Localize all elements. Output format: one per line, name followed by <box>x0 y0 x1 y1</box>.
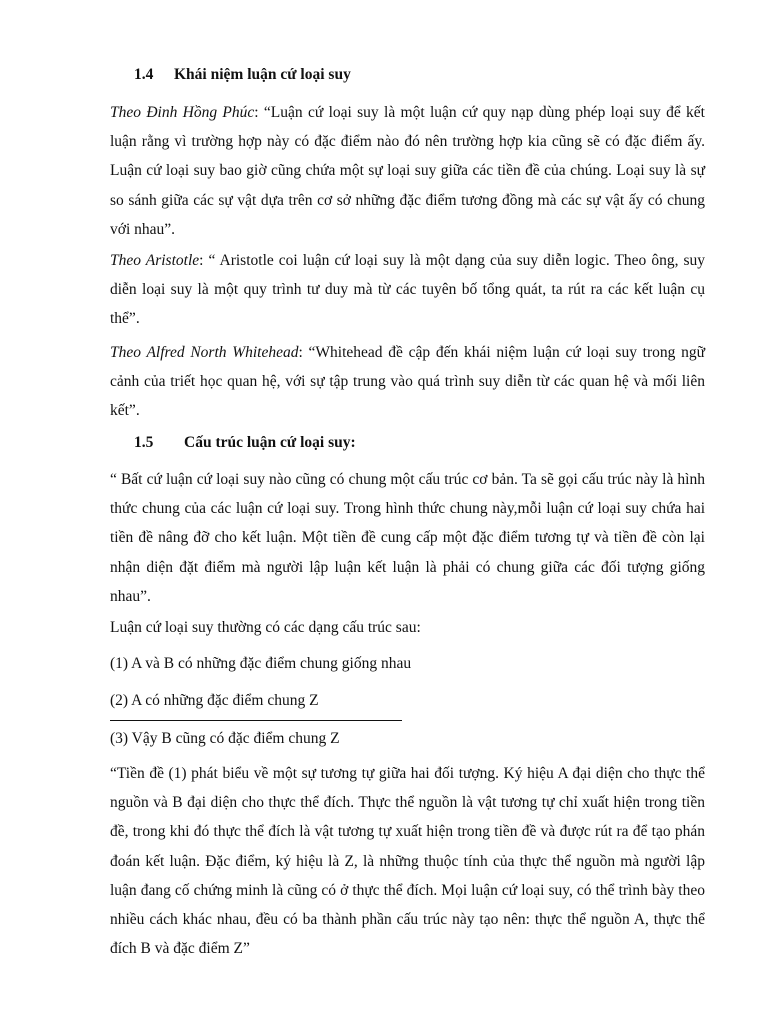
section-title: Khái niệm luận cứ loại suy <box>174 66 351 83</box>
author-ref: Theo Alfred North Whitehead <box>110 344 299 361</box>
conclusion: (3) Vậy B cũng có đặc điểm chung Z <box>110 730 340 747</box>
conclusion-divider <box>110 720 402 721</box>
paragraph-structure-quote <box>110 465 705 611</box>
paragraph-explanation <box>110 759 705 963</box>
paragraph-aristotle <box>110 246 705 334</box>
paragraph-text: “Tiền đề (1) phát biểu về một sự tương tự giữa hai đối tượng. Ký hiệu A đại diện cho thực thể nguồn và B đại diện cho thực thể đích. Thực thể nguồn là vật tương tự chỉ xuất hiện trong tiền đề, trong khi đó thực thể đích là vật tương tự xuất hiện trong tiền đề và được rút ra để tạo phán đoán kết luận. Đặc điểm, ký hiệu là Z, là những thuộc tính của thực thể nguồn mà người lập luận đang cố chứng minh là cũng có ở thực thể đích. Mọi luận cứ loại suy, có thể trình bày theo nhiều cách khác nhau, đều có ba thành phần cấu trúc này tạo nên: thực thể nguồn A, thực thể đích B và đặc điểm Z” <box>110 765 705 958</box>
paragraph-text: Luận cứ loại suy thường có các dạng cấu trúc sau: <box>110 619 421 636</box>
premise-1: (1) A và B có những đặc điểm chung giống nhau <box>110 655 412 672</box>
author-ref: Theo Aristotle <box>110 252 200 269</box>
paragraph-text: : “ Aristotle coi luận cứ loại suy là một dạng của suy diễn logic. Theo ông, suy diễn loại suy là một quy trình tư duy mà từ các tuyên bố tổng quát, ta rút ra các kết luận cụ thể”. <box>110 252 706 328</box>
paragraph-dinh-hong-phuc <box>110 98 705 244</box>
paragraph-text: “ Bất cứ luận cứ loại suy nào cũng có chung một cấu trúc cơ bản. Ta sẽ gọi cấu trúc này là hình thức chung của các luận cứ loại suy. Trong hình thức chung này,mỗi luận cứ loại suy chứa hai tiền đề nâng đỡ cho kết luận. Một tiền đề cung cấp một đặc điểm tương tự và tiền đề còn lại nhận diện đặt điểm mà người lập luận kết luận là phải có chung giữa các đối tượng giống nhau”. <box>110 471 705 605</box>
paragraph-structure-intro <box>110 613 705 642</box>
section-number: 1.5 <box>134 434 154 451</box>
premise-2: (2) A có những đặc điểm chung Z <box>110 692 319 709</box>
paragraph-whitehead <box>110 338 705 426</box>
paragraph-text: : “Luận cứ loại suy là một luận cứ quy nạp dùng phép loại suy để kết luận rằng vì trường hợp này có đặc điểm nào đó nên trường hợp kia cũng sẽ có đặc điểm ấy. Luận cứ loại suy bao giờ cũng chứa một sự loại suy giữa các tiền đề của chúng. Loại suy là sự so sánh giữa các sự vật dựa trên cơ sở những đặc điểm tương đồng mà các sự vật ấy có chung với nhau”. <box>110 104 705 238</box>
section-number: 1.4 <box>134 66 154 83</box>
author-ref: Theo Đinh Hồng Phúc <box>110 104 255 121</box>
paragraph-text: : “Whitehead đề cập đến khái niệm luận cứ loại suy trong ngữ cảnh của triết học quan hệ, với sự tập trung vào quá trình suy diễn từ các quan hệ và mối liên kết”. <box>110 344 706 420</box>
section-heading-1-4 <box>134 66 351 84</box>
section-title: Cấu trúc luận cứ loại suy: <box>184 434 356 451</box>
section-heading-1-5 <box>134 434 356 452</box>
